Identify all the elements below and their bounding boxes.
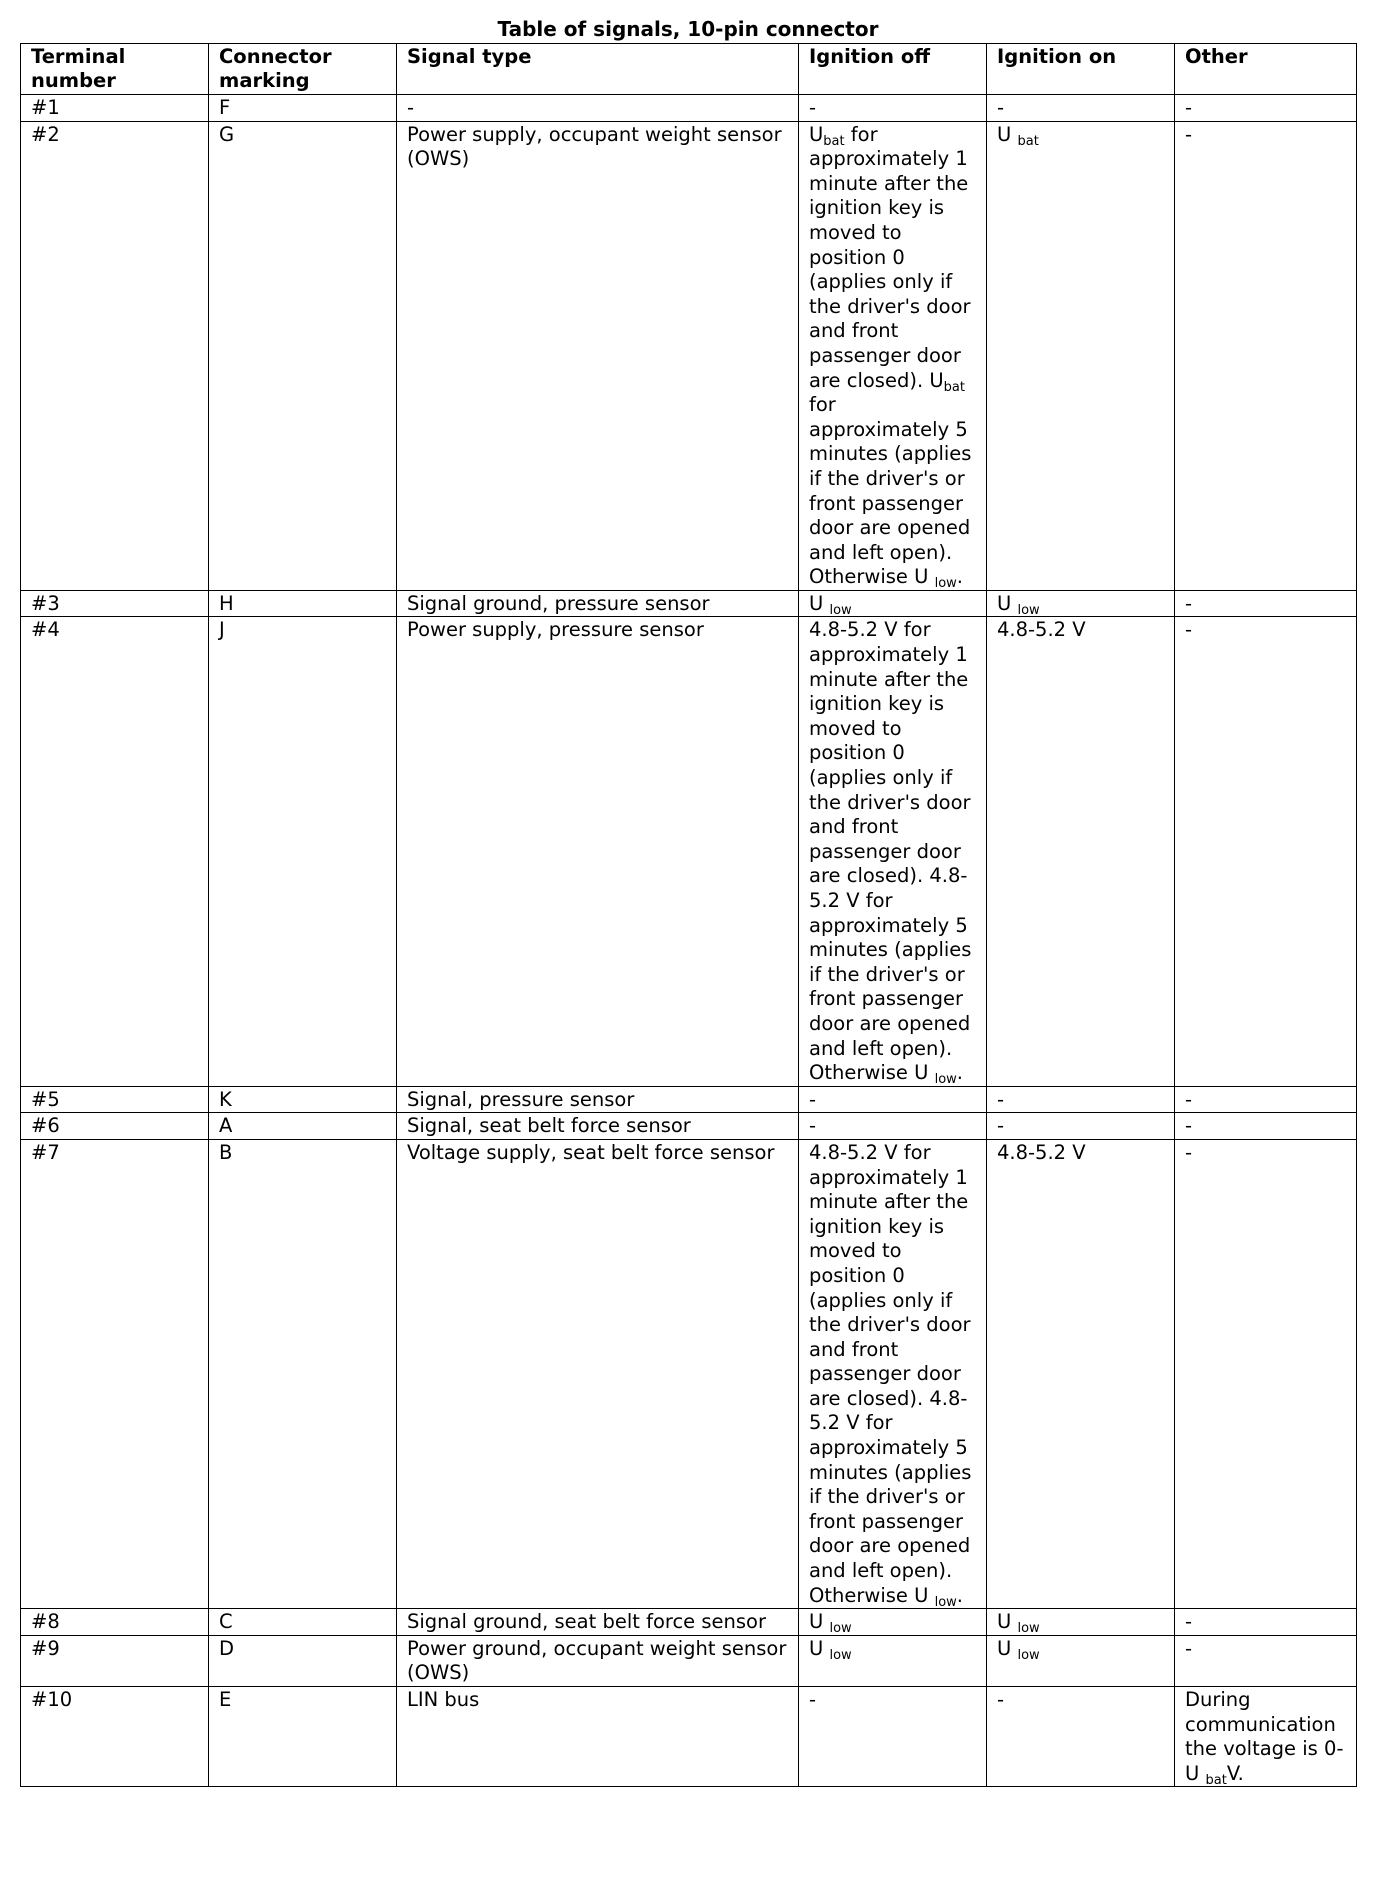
cell-marking: E xyxy=(209,1687,397,1787)
cell-other: - xyxy=(1175,1609,1357,1636)
table-row xyxy=(21,1113,1357,1140)
cell-terminal: #8 xyxy=(21,1609,209,1636)
cell-other: - xyxy=(1175,1635,1357,1686)
cell-terminal: #4 xyxy=(21,617,209,1086)
table-row xyxy=(21,617,1357,1086)
cell-other: - xyxy=(1175,617,1357,1086)
cell-signal-type: - xyxy=(397,95,799,122)
cell-ignition-off: - xyxy=(799,1086,987,1113)
cell-marking: G xyxy=(209,121,397,590)
cell-ignition-on: U $_{low}$ xyxy=(987,1609,1175,1636)
table-body xyxy=(21,95,1357,1787)
cell-ignition-off: $U_{bat}$ for approximately 1 minute after the ignition key is moved to position 0 (applies only if the driver's door and front passenger door are closed). $U_{bat}$ for approximately 5 minutes (applies if the driver's or front passenger door are opened and left open). Otherwise U $_{low}$. xyxy=(799,121,987,590)
cell-other: - xyxy=(1175,1139,1357,1608)
cell-signal-type: Power ground, occupant weight sensor (OWS) xyxy=(397,1635,799,1686)
cell-marking: K xyxy=(209,1086,397,1113)
cell-terminal: #7 xyxy=(21,1139,209,1608)
cell-signal-type: Power supply, occupant weight sensor (OWS) xyxy=(397,121,799,590)
cell-ignition-on: - xyxy=(987,1687,1175,1787)
cell-signal-type: Power supply, pressure sensor xyxy=(397,617,799,1086)
table-title: Table of signals, 10-pin connector xyxy=(497,17,879,41)
cell-ignition-on: - xyxy=(987,95,1175,122)
cell-ignition-off: U $_{low}$ xyxy=(799,1635,987,1686)
cell-marking: B xyxy=(209,1139,397,1608)
cell-other: During communication the voltage is 0-U $_{bat}$V. xyxy=(1175,1687,1357,1787)
table-row xyxy=(21,1139,1357,1608)
cell-other: - xyxy=(1175,590,1357,617)
cell-signal-type: Signal, pressure sensor xyxy=(397,1086,799,1113)
table-row xyxy=(21,1086,1357,1113)
header-ignition-off: Ignition off xyxy=(799,44,987,95)
cell-other: - xyxy=(1175,1113,1357,1140)
cell-other: - xyxy=(1175,95,1357,122)
cell-marking: J xyxy=(209,617,397,1086)
cell-signal-type: Signal ground, pressure sensor xyxy=(397,590,799,617)
cell-signal-type: Signal, seat belt force sensor xyxy=(397,1113,799,1140)
cell-ignition-on: U $_{low}$ xyxy=(987,1635,1175,1686)
cell-ignition-on: - xyxy=(987,1113,1175,1140)
header-terminal-number: Terminal number xyxy=(21,44,209,95)
cell-ignition-on: 4.8-5.2 V xyxy=(987,617,1175,1086)
cell-ignition-off: - xyxy=(799,1687,987,1787)
cell-marking: D xyxy=(209,1635,397,1686)
table-row xyxy=(21,121,1357,590)
cell-signal-type: Voltage supply, seat belt force sensor xyxy=(397,1139,799,1608)
cell-ignition-on: U $_{low}$ xyxy=(987,590,1175,617)
cell-terminal: #10 xyxy=(21,1687,209,1787)
cell-ignition-off: 4.8-5.2 V for approximately 1 minute after the ignition key is moved to position 0 (applies only if the driver's door and front passenger door are closed). 4.8-5.2 V for approximately 5 minutes (applies if the driver's or front passenger door are opened and left open). Otherwise U $_{low}$. xyxy=(799,617,987,1086)
table-row xyxy=(21,95,1357,122)
table-row xyxy=(21,590,1357,617)
cell-terminal: #6 xyxy=(21,1113,209,1140)
header-ignition-on: Ignition on xyxy=(987,44,1175,95)
cell-terminal: #2 xyxy=(21,121,209,590)
cell-terminal: #9 xyxy=(21,1635,209,1686)
cell-ignition-off: U $_{low}$ xyxy=(799,1609,987,1636)
cell-ignition-on: - xyxy=(987,1086,1175,1113)
header-signal-type: Signal type xyxy=(397,44,799,95)
header-connector-marking: Connector marking xyxy=(209,44,397,95)
cell-terminal: #1 xyxy=(21,95,209,122)
cell-signal-type: LIN bus xyxy=(397,1687,799,1787)
cell-ignition-off: 4.8-5.2 V for approximately 1 minute after the ignition key is moved to position 0 (applies only if the driver's door and front passenger door are closed). 4.8-5.2 V for approximately 5 minutes (applies if the driver's or front passenger door are opened and left open). Otherwise U $_{low}$. xyxy=(799,1139,987,1608)
cell-ignition-off: U $_{low}$ xyxy=(799,590,987,617)
cell-terminal: #3 xyxy=(21,590,209,617)
cell-marking: F xyxy=(209,95,397,122)
header-row xyxy=(21,44,1357,95)
signals-table xyxy=(20,43,1357,1787)
table-row xyxy=(21,1609,1357,1636)
table-row xyxy=(21,1687,1357,1787)
cell-ignition-off: - xyxy=(799,95,987,122)
cell-terminal: #5 xyxy=(21,1086,209,1113)
cell-marking: C xyxy=(209,1609,397,1636)
cell-ignition-on: U $_{bat}$ xyxy=(987,121,1175,590)
cell-signal-type: Signal ground, seat belt force sensor xyxy=(397,1609,799,1636)
cell-marking: H xyxy=(209,590,397,617)
cell-ignition-on: 4.8-5.2 V xyxy=(987,1139,1175,1608)
cell-other: - xyxy=(1175,1086,1357,1113)
table-row xyxy=(21,1635,1357,1686)
cell-ignition-off: - xyxy=(799,1113,987,1140)
header-other: Other xyxy=(1175,44,1357,95)
cell-marking: A xyxy=(209,1113,397,1140)
cell-other: - xyxy=(1175,121,1357,590)
